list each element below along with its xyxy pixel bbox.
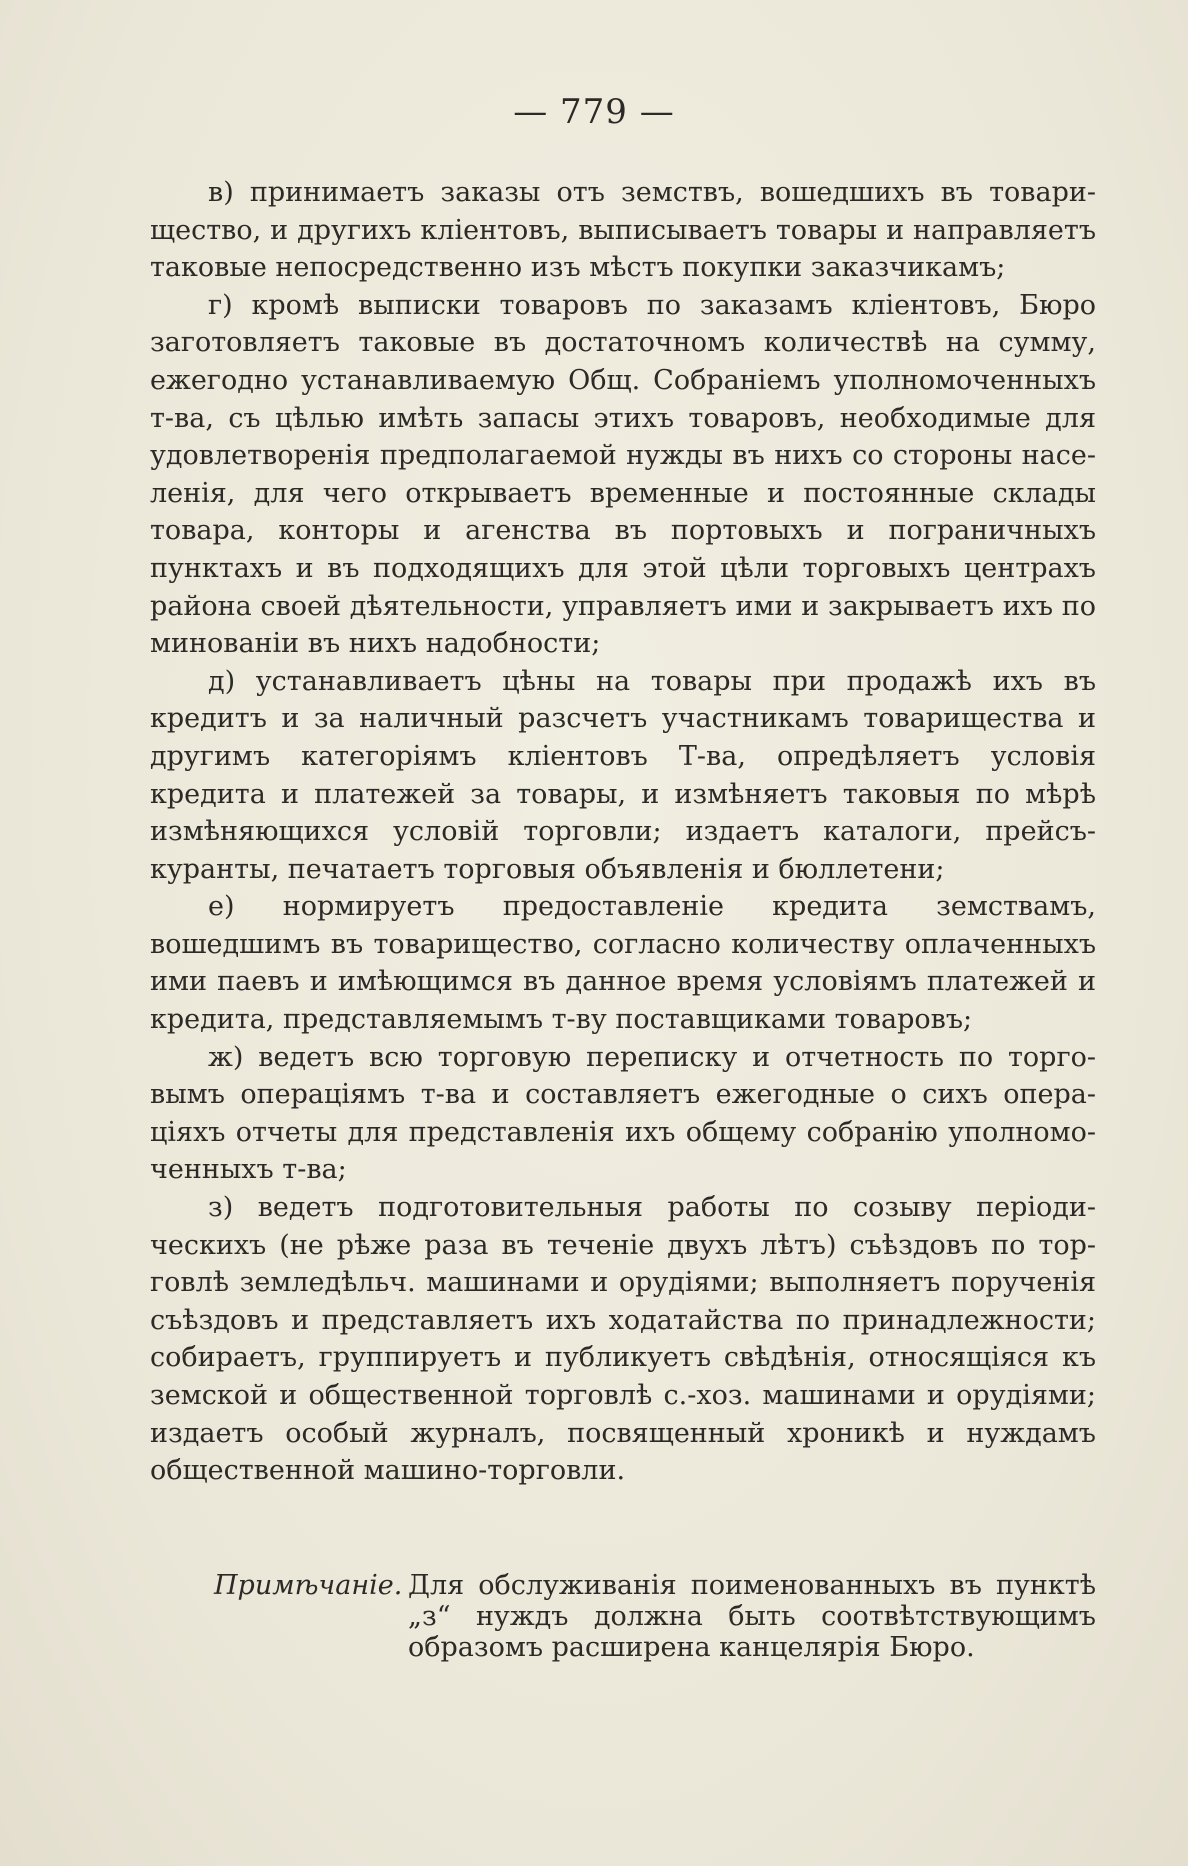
body-text: [150, 174, 1096, 1490]
paragraph-e: е) нормируетъ предоставленiе кредита земствамъ, вошедшимъ въ товарищество, согласно количеству оплаченныхъ ими паевъ и имѣющимся въ данное время условiямъ платежей и кредита, представляемымъ т-ву поставщиками товаровъ;: [150, 891, 1096, 1036]
note-text: Для обслуживанiя поименованныхъ въ пунктѣ „з“ нуждъ должна быть соотвѣтствующимъ образомъ расширена канцелярiя Бюро.: [408, 1570, 1096, 1663]
paragraph-z: з) ведетъ подготовительныя работы по созыву перiодическихъ (не рѣже раза въ теченiе двухъ лѣтъ) съѣздовъ по торговлѣ земледѣльч. машинами и орудiями; выполняетъ порученiя съѣздовъ и представляетъ ихъ ходатайства по принадлежности; собираетъ, группируетъ и публикуетъ свѣдѣнiя, относящiяся къ земской и общественной торговлѣ с.-хоз. машинами и орудiями; издаетъ особый журналъ, посвященный хроникѣ и нуждамъ общественной машино-торговли.: [150, 1192, 1096, 1487]
page-number: — 779 —: [513, 92, 675, 132]
paragraph-d: д) устанавливаетъ цѣны на товары при продажѣ ихъ въ кредитъ и за наличный разсчетъ участникамъ товарищества и другимъ категорiямъ клiентовъ Т-ва, опредѣляетъ условiя кредита и платежей за товары, и измѣняетъ таковыя по мѣрѣ измѣняющихся условiй торговли; издаетъ каталоги, прейсъ-куранты, печатаетъ торговыя объявленiя и бюллетени;: [150, 665, 1096, 885]
note-label: Примѣчанiе.: [214, 1570, 403, 1601]
paragraph-v: в) принимаетъ заказы отъ земствъ, вошедшихъ въ товарищество, и другихъ клiентовъ, выписываетъ товары и направляетъ таковые непосредственно изъ мѣстъ покупки заказчикамъ;: [150, 177, 1096, 284]
paragraph-zh: ж) ведетъ всю торговую переписку и отчетность по торговымъ операцiямъ т-ва и составляетъ ежегодные о сихъ операцiяхъ отчеты для представленiя ихъ общему собранiю уполномоченныхъ т-ва;: [150, 1041, 1096, 1186]
footnote: [214, 1570, 1096, 1663]
paragraph-g: г) кромѣ выписки товаровъ по заказамъ клiентовъ, Бюро заготовляетъ таковые въ достаточномъ количествѣ на сумму, ежегодно устанавливаемую Общ. Собранiемъ уполномоченныхъ т-ва, съ цѣлью имѣть запасы этихъ товаровъ, необходимые для удовлетворенiя предполагаемой нужды въ нихъ со стороны населенiя, для чего открываетъ временные и постоянные склады товара, конторы и агенства въ портовыхъ и пограничныхъ пунктахъ и въ подходящихъ для этой цѣли торговыхъ центрахъ района своей дѣятельности, управляетъ ими и закрываетъ ихъ по минованiи въ нихъ надобности;: [150, 289, 1096, 660]
